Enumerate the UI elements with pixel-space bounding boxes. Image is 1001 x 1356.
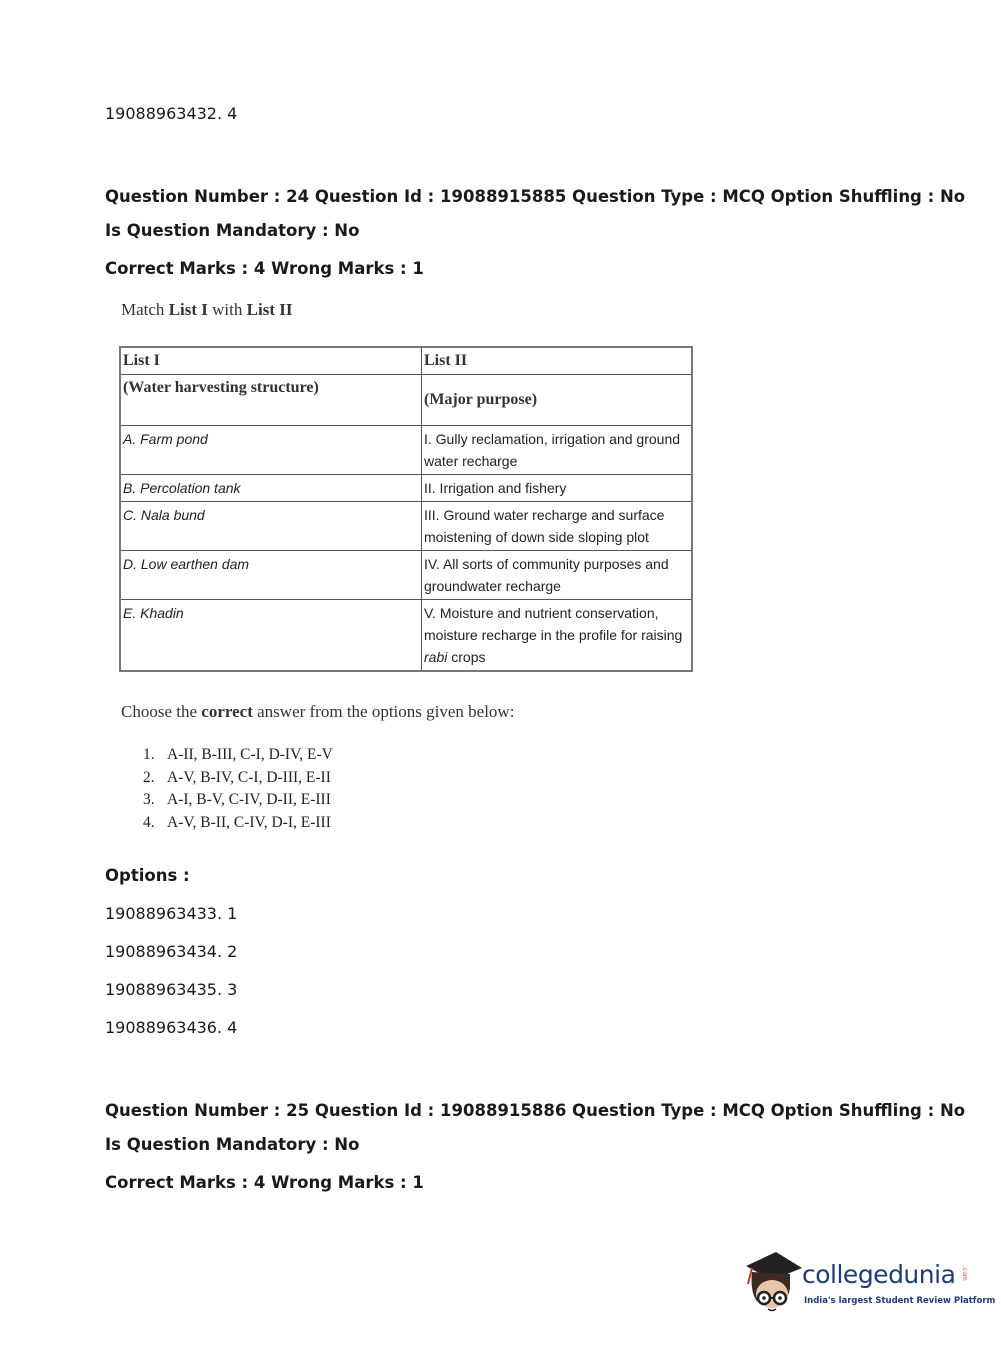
table-row — [120, 426, 692, 475]
collegedunia-logo — [742, 1250, 996, 1322]
choice-item: 3. A-I, B-V, C-IV, D-II, E-III — [143, 791, 331, 808]
mascot-icon — [742, 1250, 804, 1322]
option-item: 19088963436. 4 — [105, 1018, 238, 1037]
list2-cell: V. Moisture and nutrient conservation, moisture recharge in the profile for raising rabi crops — [422, 600, 693, 672]
brand-domain: .com — [961, 1266, 968, 1281]
option-item: 19088963435. 3 — [105, 980, 238, 999]
table-subheader-row — [120, 375, 692, 426]
q24-header: Question Number : 24 Question Id : 19088915885 Question Type : MCQ Option Shuffling : No — [105, 187, 966, 206]
list2-cell: IV. All sorts of community purposes and groundwater recharge — [422, 551, 693, 600]
q24-mandatory: Is Question Mandatory : No — [105, 221, 360, 240]
list1-cell: E. Khadin — [120, 600, 422, 672]
list1-cell: C. Nala bund — [120, 502, 422, 551]
list1-cell: A. Farm pond — [120, 426, 422, 475]
table-row — [120, 475, 692, 502]
option-item: 19088963434. 2 — [105, 942, 238, 961]
option-item: 19088963433. 1 — [105, 904, 238, 923]
q25-marks: Correct Marks : 4 Wrong Marks : 1 — [105, 1173, 424, 1192]
table-row — [120, 551, 692, 600]
q25-header: Question Number : 25 Question Id : 19088915886 Question Type : MCQ Option Shuffling : No — [105, 1101, 966, 1120]
q25-mandatory: Is Question Mandatory : No — [105, 1135, 360, 1154]
brand-name: collegedunia — [802, 1260, 956, 1289]
choice-item: 4. A-V, B-II, C-IV, D-I, E-III — [143, 813, 331, 831]
list2-cell: II. Irrigation and fishery — [422, 475, 693, 502]
table-row — [120, 600, 692, 672]
q24-marks: Correct Marks : 4 Wrong Marks : 1 — [105, 259, 424, 278]
q24-intro: Match List I with List II — [121, 300, 293, 319]
choose-instruction: Choose the correct answer from the options given below: — [121, 702, 515, 721]
list1-header: List I — [120, 347, 422, 375]
list2-subheader: (Major purpose) — [422, 375, 693, 426]
list1-subheader: (Water harvesting structure) — [120, 375, 422, 426]
list2-cell: I. Gully reclamation, irrigation and ground water recharge — [422, 426, 693, 475]
answer-choices — [143, 746, 333, 836]
table-row — [120, 502, 692, 551]
choice-item: 2. A-V, B-IV, C-I, D-III, E-II — [143, 768, 331, 786]
brand-tagline: India's largest Student Review Platform — [804, 1296, 996, 1306]
table-header-row — [120, 347, 692, 375]
previous-option-4: 19088963432. 4 — [105, 104, 238, 123]
options-label: Options : — [105, 866, 190, 885]
list2-header: List II — [422, 347, 693, 375]
list1-cell: B. Percolation tank — [120, 475, 422, 502]
list1-cell: D. Low earthen dam — [120, 551, 422, 600]
choice-item: 1. A-II, B-III, C-I, D-IV, E-V — [143, 746, 333, 763]
list2-cell: III. Ground water recharge and surface moistening of down side sloping plot — [422, 502, 693, 551]
match-table — [119, 346, 693, 672]
